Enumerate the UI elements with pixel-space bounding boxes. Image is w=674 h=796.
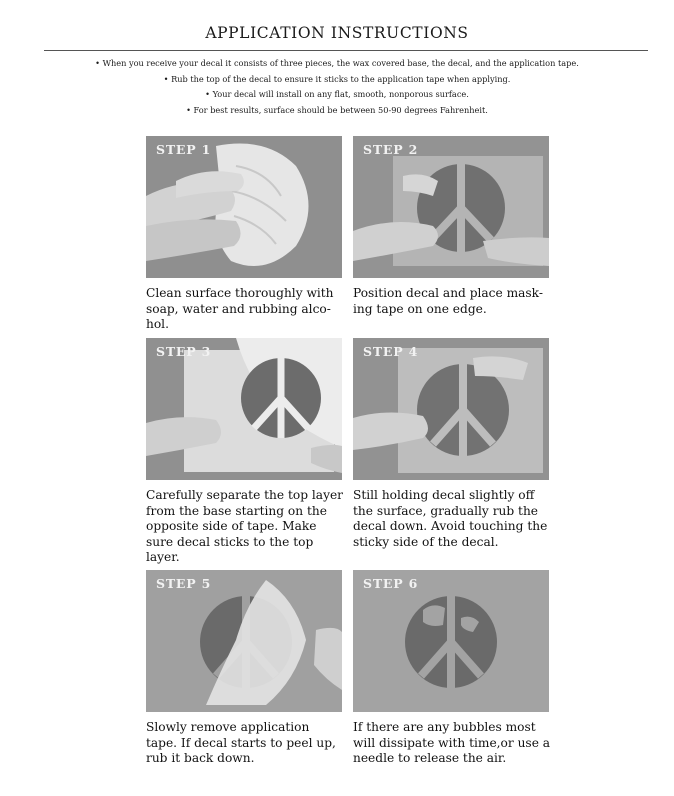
caption-line: sticky side of the decal. (353, 534, 499, 549)
step-2-illustration (353, 136, 549, 278)
caption-line: will dissipate with time,or use a (353, 735, 551, 750)
step-4-illustration (353, 338, 549, 480)
step-6-label: STEP 6 (363, 576, 419, 591)
step-1-illustration (146, 136, 342, 278)
caption-line: needle to release the air. (353, 751, 507, 766)
step-1-photo (146, 136, 342, 278)
caption-line: from the base starting on the (146, 503, 327, 518)
bullet-item: • When you receive your decal it consists of three pieces, the wax covered base, the decal, and the application tape. (95, 58, 579, 68)
step-1-caption (146, 286, 351, 333)
caption-line: the surface, gradually rub the (353, 503, 539, 518)
caption-line: Clean surface thoroughly with (146, 286, 334, 300)
caption-line: tape. If decal starts to peel up, (146, 735, 336, 750)
step-5-label: STEP 5 (156, 576, 212, 591)
bullet-item: • For best results, surface should be between 50-90 degrees Fahrenheit. (186, 104, 488, 115)
step-5-photo (146, 570, 342, 712)
step-4-photo (353, 338, 549, 480)
step-2-label: STEP 2 (363, 142, 419, 157)
step-5-illustration (146, 570, 342, 712)
step-6-photo (353, 570, 549, 712)
step-4-label: STEP 4 (363, 344, 419, 359)
step-3-label: STEP 3 (156, 344, 212, 359)
step-6-caption (353, 720, 558, 767)
caption-line: rub it back down. (146, 751, 255, 766)
caption-line: If there are any bubbles most (353, 720, 536, 734)
bullet-item: • Rub the top of the decal to ensure it sticks to the application tape when applying. (163, 73, 511, 84)
caption-line: Position decal and place mask- (353, 286, 543, 300)
step-2-photo (353, 136, 549, 278)
caption-line: Carefully separate the top layer (146, 488, 343, 502)
caption-line: opposite side of tape. Make (146, 519, 317, 534)
step-5-caption (146, 720, 351, 767)
step-6-illustration (353, 570, 549, 712)
bullet-item: • Your decal will install on any flat, smooth, nonporous surface. (205, 89, 469, 99)
step-3-caption (146, 488, 351, 566)
step-2-caption (353, 286, 558, 317)
caption-line: ing tape on one edge. (353, 301, 487, 316)
step-3-illustration (146, 338, 342, 480)
caption-line: sure decal sticks to the top (146, 534, 314, 549)
title-divider (44, 50, 648, 51)
caption-line: Still holding decal slightly off (353, 488, 535, 502)
caption-line: decal down. Avoid touching the (353, 519, 548, 534)
step-1-label: STEP 1 (156, 142, 212, 157)
page-title: APPLICATION INSTRUCTIONS (205, 24, 469, 42)
caption-line: soap, water and rubbing alco- (146, 301, 331, 316)
caption-line: Slowly remove application (146, 720, 310, 734)
intro-bullets (0, 56, 674, 118)
step-3-photo (146, 338, 342, 480)
caption-line: hol. (146, 317, 169, 332)
caption-line: layer. (146, 550, 180, 565)
step-4-caption (353, 488, 558, 550)
